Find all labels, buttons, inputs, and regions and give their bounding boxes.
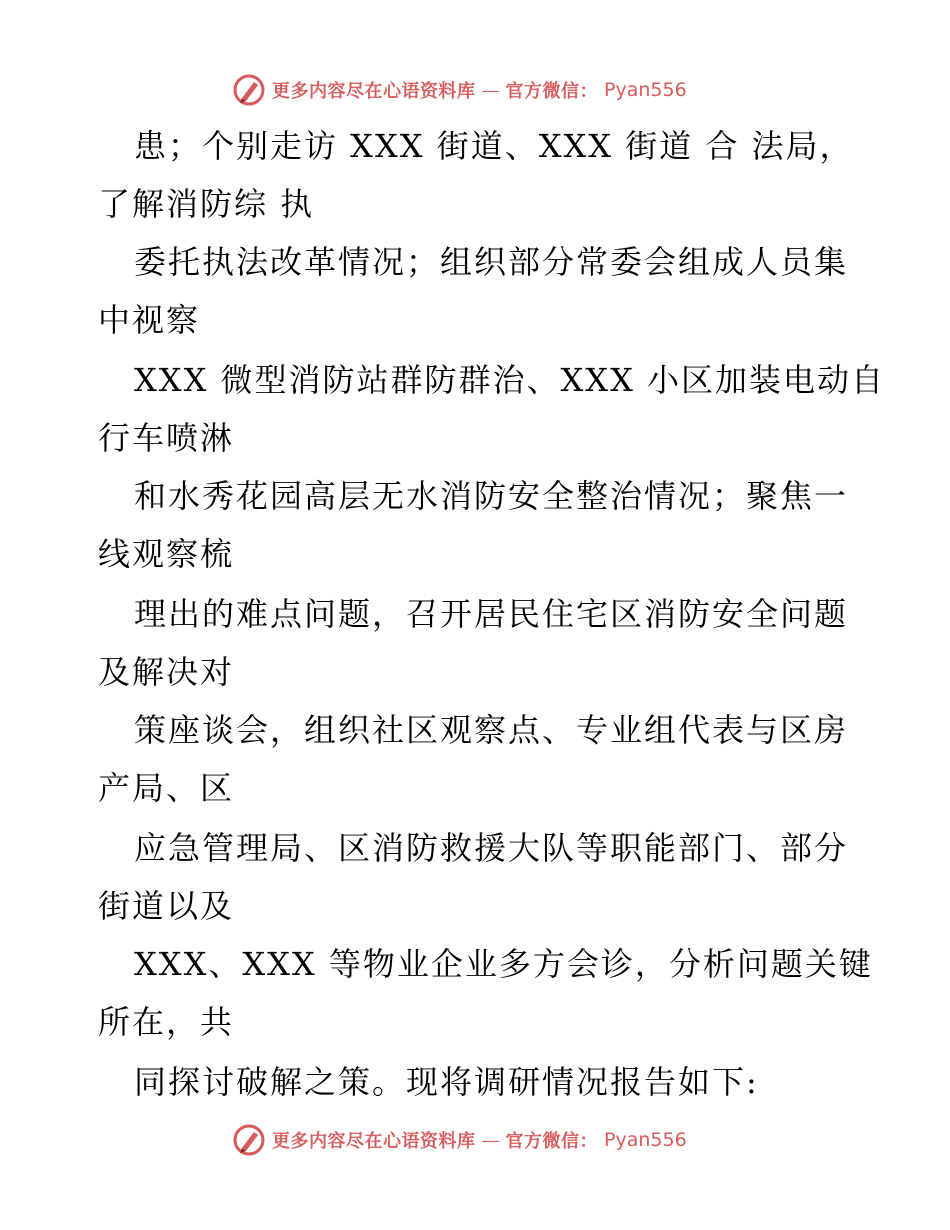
text-line: 行车喷淋 bbox=[98, 419, 235, 457]
text-line: 及解决对 bbox=[98, 653, 235, 691]
banner-wechat-label: 官方微信： bbox=[505, 81, 598, 102]
text-line: 和水秀花园高层无水消防安全整治情况；聚焦一 bbox=[134, 477, 849, 515]
banner-wechat-id: Pyan556 bbox=[604, 79, 687, 101]
text-line: XXX 微型消防站群防群治、XXX 小区加装电动自 bbox=[134, 361, 886, 399]
banner-title: 更多内容尽在心语资料库 bbox=[272, 81, 476, 102]
text-line: 同探讨破解之策。现将调研情况报告如下: bbox=[134, 1063, 759, 1101]
pen-logo-icon bbox=[232, 1123, 266, 1157]
footer-banner bbox=[232, 1122, 687, 1158]
text-line: 线观察梳 bbox=[98, 535, 235, 573]
text-line: 街道以及 bbox=[98, 887, 235, 925]
text-line: 委托执法改革情况；组织部分常委会组成人员集 bbox=[134, 243, 849, 281]
text-line: 患；个别走访 XXX 街道、XXX 街道 合 法局， bbox=[134, 127, 854, 165]
banner-wechat-label: 官方微信： bbox=[505, 1131, 598, 1152]
text-line: 理出的难点问题，召开居民住宅区消防安全问题 bbox=[134, 595, 849, 633]
banner-wechat-id: Pyan556 bbox=[604, 1129, 687, 1151]
banner-dash: — bbox=[481, 79, 500, 101]
text-line: 策座谈会，组织社区观察点、专业组代表与区房 bbox=[134, 711, 849, 749]
header-banner bbox=[232, 72, 687, 108]
text-line: 应急管理局、区消防救援大队等职能部门、部分 bbox=[134, 829, 849, 867]
pen-logo-icon bbox=[232, 73, 266, 107]
banner-dash: — bbox=[481, 1129, 500, 1151]
text-line: XXX、XXX 等物业企业多方会诊，分析问题关键 bbox=[134, 945, 873, 983]
text-line: 所在，共 bbox=[98, 1003, 235, 1041]
text-line: 产局、区 bbox=[98, 769, 235, 807]
banner-title: 更多内容尽在心语资料库 bbox=[272, 1131, 476, 1152]
text-line: 中视察 bbox=[98, 301, 201, 339]
text-line: 了解消防综 执 bbox=[98, 185, 315, 223]
